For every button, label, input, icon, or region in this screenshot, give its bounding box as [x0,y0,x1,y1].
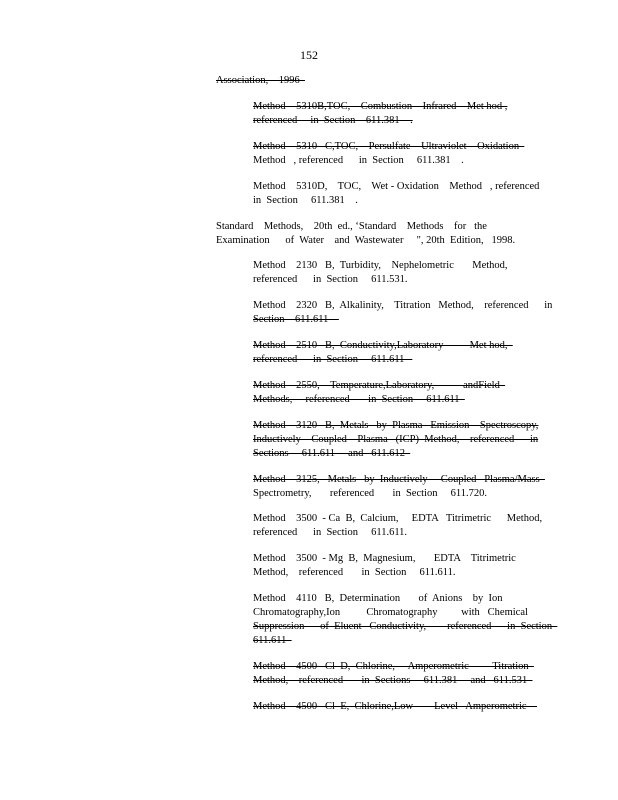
text-line: Method 3500 - Mg B, Magnesium, EDTA Titrimetric [253,553,516,564]
text-line: Method , referenced in Section 611.381 . [253,155,464,166]
text-line: in Section 611.381 . [253,195,358,206]
text-line: Method, referenced in Section 611.611. [253,567,456,578]
text-line: referenced in Section 611.531. [253,274,408,285]
struck-text-line: Method 5310B,TOC, Combustion Infrared Met hod , [253,101,508,112]
struck-text-line: 611.611 [253,635,292,646]
struck-text-line: Sections 611.611 and 611.612 [253,448,411,459]
text-line: Standard Methods, 20th ed., ‘Standard Methods for the [216,221,487,232]
text-line: Method 4110 B, Determination of Anions by Ion [253,593,503,604]
struck-text-line: Method 2550, Temperature,Laboratory, andField [253,380,506,391]
page-number: 152 [300,48,318,62]
struck-text-line: referenced in Section 611.611 [253,354,413,365]
text-line: Chromatography,Ion Chromatography with Chemical [253,607,528,618]
struck-text-line: Inductively Coupled Plasma (ICP) Method, referenced in [253,434,539,445]
struck-text-line: Method 3125, Metals by Inductively Coupled Plasma/Mass [253,474,545,485]
text-line: Method 2320 B, Alkalinity, Titration Method, referenced in [253,300,553,311]
text-line: referenced in Section 611.611. [253,527,408,538]
struck-text-line: Methods, referenced in Section 611.611 [253,394,465,405]
text-line: Method 5310D, TOC, Wet - Oxidation Method , referenced [253,181,540,192]
struck-text-line: Method 3120 B, Metals by Plasma Emission Spectroscopy, [253,420,539,431]
struck-text-line: Method 4500 Cl D, Chlorine, Amperometric Titration [253,661,534,672]
text-line: Examination of Water and Wastewater ", 20th Edition, 1998. [216,235,516,246]
struck-text-line: Association, 1996 [216,75,305,86]
struck-text-line: Method, referenced in Sections 611.381 and 611.531 [253,675,533,686]
struck-text-line: referenced in Section 611.381 . [253,115,413,126]
struck-text-line: Method 5310 C,TOC, Persulfate Ultraviolet Oxidation [253,141,525,152]
struck-text-line: Suppression of Eluent Conductivity, referenced in Section [253,621,558,632]
text-line: Spectrometry, referenced in Section 611.720. [253,488,487,499]
text-line: Method 3500 - Ca B, Calcium, EDTA Titrimetric Method, [253,513,543,524]
struck-text-line: Method 4500 Cl E, Chlorine,Low Level Amperometric [253,701,538,712]
struck-text-line: Section 611.611 [253,314,339,325]
text-line: Method 2130 B, Turbidity, Nephelometric Method, [253,260,508,271]
struck-text-line: Method 2510 B, Conductivity,Laboratory Met hod, [253,340,513,351]
